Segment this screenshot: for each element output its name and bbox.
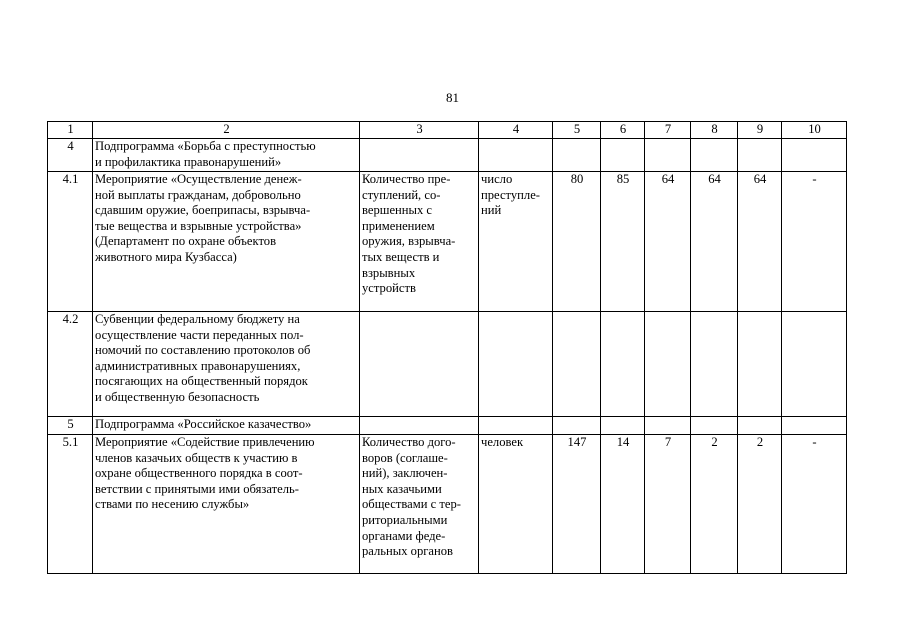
header-cell: 3: [360, 122, 479, 139]
row-indicator: [360, 312, 479, 417]
table-row: [48, 312, 847, 417]
row-name: Субвенции федеральному бюджету на осуществление части переданных пол- номочий по составлению протоколов об административных правонарушениях, посягающих на общественный порядок и общественную безопасность: [93, 312, 360, 417]
row-indicator: Количество дого- воров (соглаше- ний), заключен- ных казачьими обществами с тер- риториальными органами феде- ральных органов: [360, 435, 479, 574]
row-number: 5: [48, 417, 93, 435]
row-value-6: [601, 139, 645, 172]
row-value-9: [738, 312, 782, 417]
row-value-10: [782, 312, 847, 417]
row-value-6: 85: [601, 172, 645, 312]
header-cell: 2: [93, 122, 360, 139]
row-value-8: 64: [691, 172, 738, 312]
row-value-5: [553, 312, 601, 417]
page-number: 81: [446, 90, 459, 105]
row-value-8: [691, 312, 738, 417]
row-value-5: [553, 417, 601, 435]
row-number: 4.1: [48, 172, 93, 312]
row-value-7: [645, 312, 691, 417]
header-cell: 7: [645, 122, 691, 139]
row-number: 4.2: [48, 312, 93, 417]
row-value-7: [645, 139, 691, 172]
row-unit: число преступле- ний: [479, 172, 553, 312]
table-row: [48, 139, 847, 172]
row-value-6: [601, 417, 645, 435]
row-name: Мероприятие «Осуществление денеж- ной выплаты гражданам, добровольно сдавшим оружие, боеприпасы, взрывча- тые вещества и взрывные устройства» (Департамент по охране объектов животного мира Кузбасса): [93, 172, 360, 312]
row-indicator: [360, 139, 479, 172]
header-cell: 8: [691, 122, 738, 139]
row-unit: [479, 312, 553, 417]
header-cell: 1: [48, 122, 93, 139]
header-cell: 10: [782, 122, 847, 139]
row-value-9: 64: [738, 172, 782, 312]
header-cell: 4: [479, 122, 553, 139]
program-table: [47, 121, 847, 574]
row-indicator: [360, 417, 479, 435]
table-row: [48, 435, 847, 574]
row-unit: человек: [479, 435, 553, 574]
row-value-10: [782, 417, 847, 435]
header-cell: 9: [738, 122, 782, 139]
row-value-9: 2: [738, 435, 782, 574]
row-value-8: 2: [691, 435, 738, 574]
row-name: Мероприятие «Содействие привлечению членов казачьих обществ к участию в охране общественного порядка в соот- ветствии с принятыми ими обязатель- ствами по несению службы»: [93, 435, 360, 574]
row-unit: [479, 417, 553, 435]
row-value-10: -: [782, 172, 847, 312]
row-value-5: 147: [553, 435, 601, 574]
table-header-row: [48, 122, 847, 139]
row-number: 4: [48, 139, 93, 172]
row-name: Подпрограмма «Российское казачество»: [93, 417, 360, 435]
row-name: Подпрограмма «Борьба с преступностью и профилактика правонарушений»: [93, 139, 360, 172]
row-value-7: [645, 417, 691, 435]
row-value-8: [691, 139, 738, 172]
row-value-5: 80: [553, 172, 601, 312]
row-indicator: Количество пре- ступлений, со- вершенных с применением оружия, взрывча- тых веществ и взрывных устройств: [360, 172, 479, 312]
row-value-7: 64: [645, 172, 691, 312]
row-value-10: [782, 139, 847, 172]
row-number: 5.1: [48, 435, 93, 574]
table-row: [48, 417, 847, 435]
header-cell: 5: [553, 122, 601, 139]
table-row: [48, 172, 847, 312]
row-value-5: [553, 139, 601, 172]
row-value-9: [738, 417, 782, 435]
header-cell: 6: [601, 122, 645, 139]
row-value-6: 14: [601, 435, 645, 574]
row-value-7: 7: [645, 435, 691, 574]
row-value-10: -: [782, 435, 847, 574]
row-value-8: [691, 417, 738, 435]
row-value-9: [738, 139, 782, 172]
row-value-6: [601, 312, 645, 417]
row-unit: [479, 139, 553, 172]
